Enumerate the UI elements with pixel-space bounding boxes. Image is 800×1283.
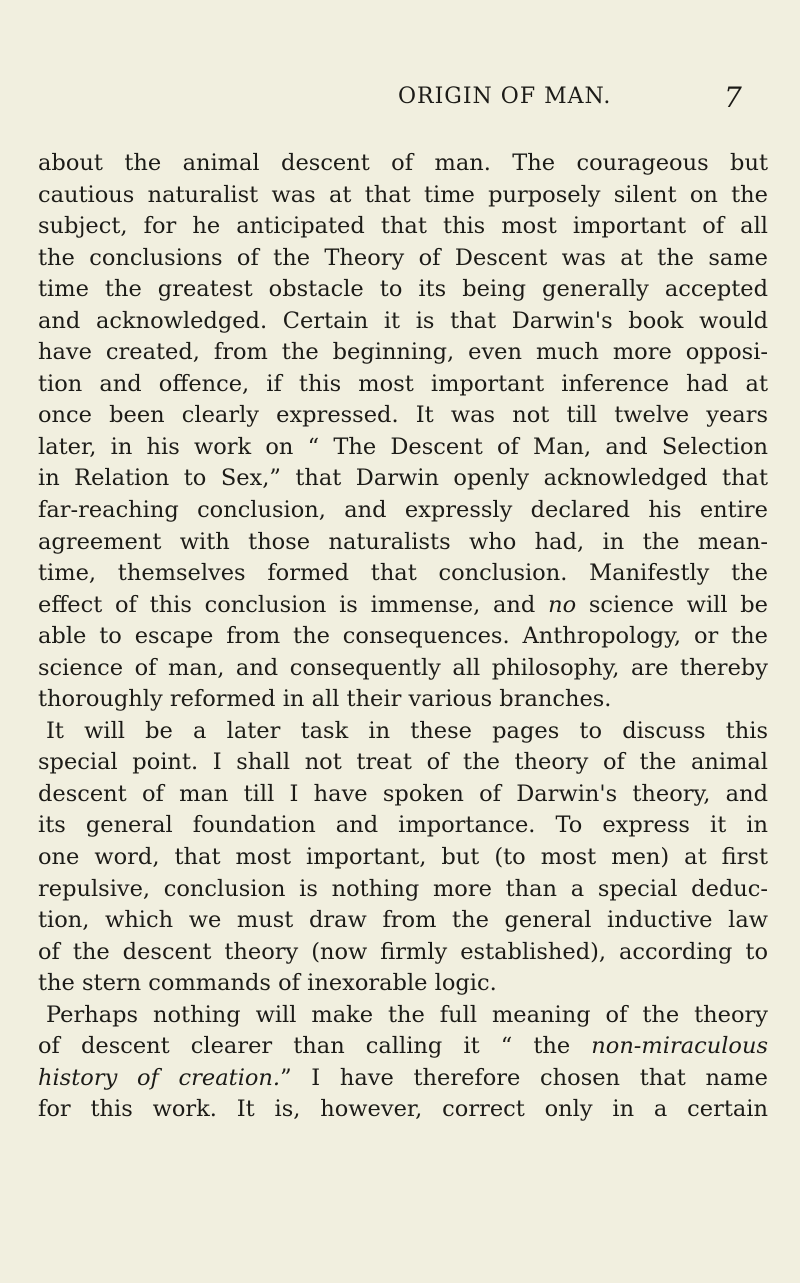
text-line	[38, 590, 768, 622]
text-line: tion and offence, if this most important inference had at	[38, 370, 768, 397]
running-title: ORIGIN OF MAN.	[398, 84, 612, 109]
text-line: later, in his work on “ The Descent of Man, and Selection	[38, 433, 768, 460]
text-line	[38, 1031, 768, 1063]
text-line: subject, for he anticipated that this most important of all	[38, 213, 768, 240]
text-line: descent of man till I have spoken of Darwin's theory, and	[38, 780, 768, 807]
text-line: thoroughly reformed in all their various branches.	[38, 686, 612, 713]
text-line: once been clearly expressed. It was not till twelve years	[38, 402, 768, 429]
text-run: science will be	[576, 591, 768, 618]
text-line: its general foundation and importance. To express it in	[38, 812, 768, 839]
text-line: able to escape from the consequences. Anthropology, or the	[38, 623, 768, 650]
text-run: ” I have therefore chosen that name	[280, 1064, 768, 1091]
text-line: agreement with those naturalists who had, in the mean-	[38, 528, 768, 555]
text-line: the stern commands of inexorable logic.	[38, 970, 497, 997]
text-line: tion, which we must draw from the general inductive law	[38, 907, 768, 934]
text-line: of the descent theory (now firmly established), according to	[38, 938, 768, 965]
text-line: time the greatest obstacle to its being generally accepted	[38, 276, 768, 303]
text-line: about the animal descent of man. The courageous but	[38, 150, 768, 176]
text-line	[38, 1063, 768, 1095]
page-number: 7	[724, 81, 742, 114]
running-head	[0, 82, 800, 122]
body-text	[38, 148, 768, 1126]
text-line: Perhaps nothing will make the full meaning of the theory	[46, 1001, 768, 1028]
text-line: one word, that most important, but (to most men) at first	[38, 844, 768, 871]
italic-text: history of creation.	[38, 1064, 281, 1091]
text-line: for this work. It is, however, correct only in a certain	[38, 1096, 768, 1123]
text-line: far-reaching conclusion, and expressly declared his entire	[38, 497, 768, 524]
text-line: the conclusions of the Theory of Descent was at the same	[38, 244, 768, 271]
text-run: of descent clearer than calling it “ the	[38, 1033, 592, 1060]
text-run: effect of this conclusion is immense, and	[38, 591, 549, 618]
text-line: have created, from the beginning, even much more opposi-	[38, 339, 768, 366]
text-line: time, themselves formed that conclusion. Manifestly the	[38, 560, 768, 587]
italic-text: non-miraculous	[591, 1033, 768, 1060]
italic-text: no	[548, 591, 577, 618]
text-line: science of man, and consequently all philosophy, are thereby	[38, 654, 768, 681]
text-line: in Relation to Sex,” that Darwin openly acknowledged that	[38, 465, 768, 492]
text-line: and acknowledged. Certain it is that Darwin's book would	[38, 307, 768, 334]
text-line: special point. I shall not treat of the theory of the animal	[38, 749, 768, 776]
text-line: It will be a later task in these pages to discuss this	[46, 717, 768, 744]
text-line: cautious naturalist was at that time purposely silent on the	[38, 181, 768, 208]
text-line: repulsive, conclusion is nothing more than a special deduc-	[38, 875, 768, 902]
